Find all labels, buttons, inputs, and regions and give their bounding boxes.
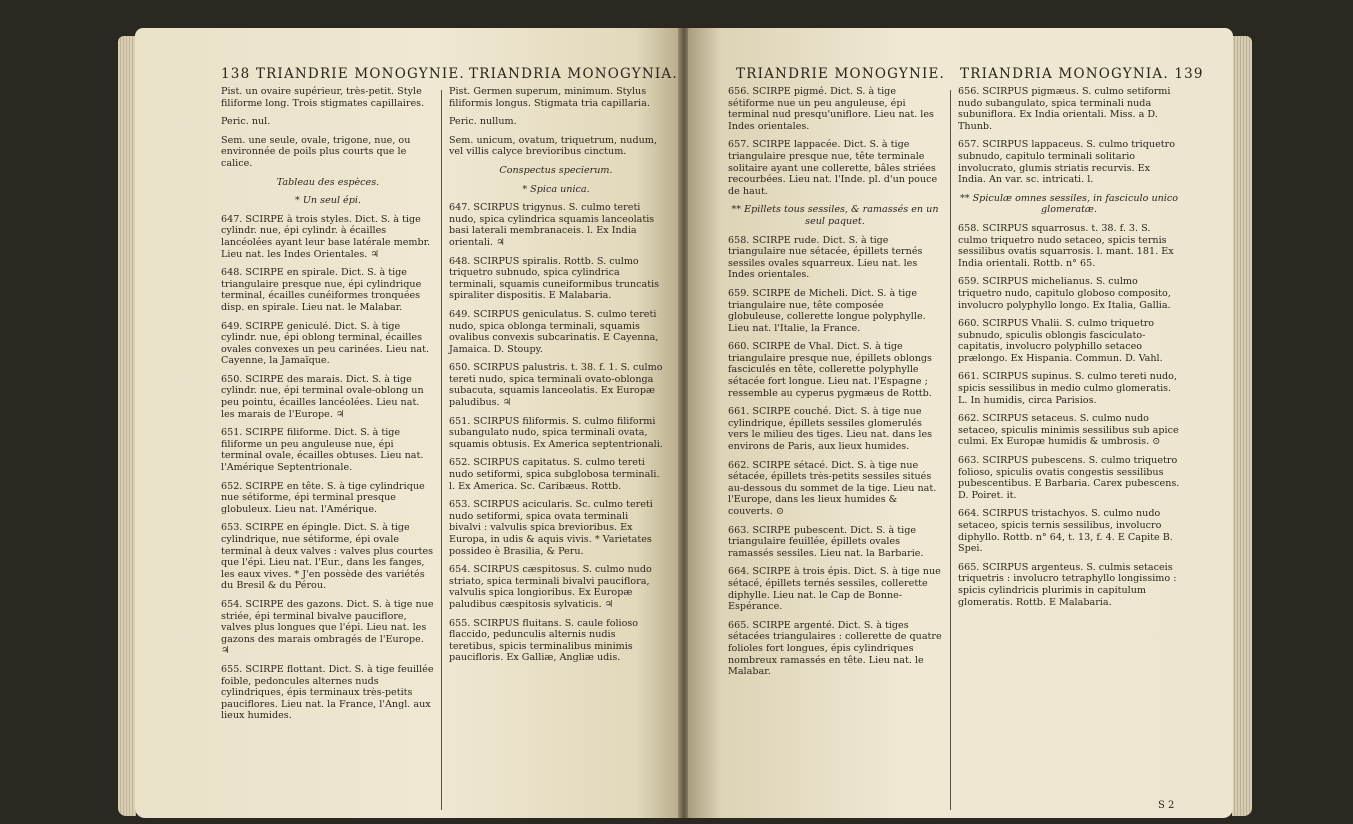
running-head-french: TRIANDRIE MONOGYNIE. xyxy=(736,66,946,82)
species-entry: 663. SCIRPUS pubescens. S. culmo triquetro folioso, spiculis ovatis congestis sessilibus pubescentibus. E Barbaria. Carex pubescens. D. Poiret. it. xyxy=(958,455,1180,501)
french-column xyxy=(728,86,942,685)
species-entry: 656. SCIRPUS pigmæus. S. culmo setiformi nudo subangulato, spica terminali nuda subuniflora. Ex India orientali. Miss. a D. Thunb. xyxy=(958,86,1171,132)
species-entry: 655. SCIRPE flottant. Dict. S. à tige feuillée foible, pedoncules alternes nuds cylindriques, épis terminaux très-petits pauciflores. Lieu nat. la France, l'Angl. aux lieux humides. xyxy=(221,663,434,722)
species-entry: 651. SCIRPE filiforme. Dict. S. à tige filiforme un peu anguleuse nue, épi terminal ovale, écailles obtuses. Lieu nat. l'Amérique Septentrionale. xyxy=(221,427,424,474)
species-entry: 649. SCIRPUS geniculatus. S. culmo tereti nudo, spica oblonga terminali, squamis ovalibus convexis subcarinatis. E Cayenna, Jamaica. D. Stoupy. xyxy=(449,308,659,355)
species-entry: 647. SCIRPE à trois styles. Dict. S. à tige cylindr. nue, épi cylindr. à écailles lancéolées ayant leur base latérale membr. Lieu nat. les Indes Orientales. ♃ xyxy=(221,213,431,260)
species-entry: 660. SCIRPE de Vhal. Dict. S. à tige triangulaire presque nue, épillets oblongs fasciculés en tête, collerette polyphylle sétacée fort longue. Lieu nat. l'Espagne ; ressemble au cyperus pygmæus de Rottb. xyxy=(728,341,932,399)
section-heading: Tableau des espèces. xyxy=(276,176,380,188)
running-head-latin: TRIANDRIA MONOGYNIA. 139 xyxy=(960,66,1204,82)
species-entry: 658. SCIRPUS squarrosus. t. 38. f. 3. S. culmo triquetro nudo setaceo, spicis ternis sessilibus ovatis squarrosis. l. mant. 181. Ex India orientali. Rottb. n° 65. xyxy=(958,222,1174,269)
species-entry: 653. SCIRPUS acicularis. Sc. culmo tereti nudo setiformi, spica ovata terminali bivalvi : valvulis spica brevioribus. Ex Europa, in udis & aquis vivis. * Varietates possideo è Brasilia, & Peru. xyxy=(449,499,653,557)
species-entry: 648. SCIRPE en spirale. Dict. S. à tige triangulaire presque nue, épi cylindrique terminal, écailles cunéiformes tronquées disp. en spirale. Lieu nat. le Malabar. xyxy=(221,267,422,313)
species-entry: 657. SCIRPUS lappaceus. S. culmo triquetro subnudo, capitulo terminali solitario involucrato, glumis striatis recurvis. Ex India. An var. sc. intricati. l. xyxy=(958,139,1175,186)
subsection-heading: * Spica unica. xyxy=(522,183,590,195)
species-entry: 652. SCIRPE en tête. S. à tige cylindrique nue sétiforme, épi terminal presque globuleux. Lieu nat. l'Amérique. xyxy=(221,480,425,515)
species-entry: 649. SCIRPE geniculé. Dict. S. à tige cylindr. nue, épi oblong terminal, écailles ovales convexes un peu carinées. Lieu nat. Cayenne, la Jamaïque. xyxy=(221,320,430,367)
species-entry: 657. SCIRPE lappacée. Dict. S. à tige triangulaire presque nue, tête terminale solitaire ayant une collerette, bâles striées recourbées. Lieu nat. l'Inde. pl. d'un pouce de haut. xyxy=(728,139,938,197)
latin-column xyxy=(449,86,663,671)
species-entry: 659. SCIRPUS michelianus. S. culmo triquetro nudo, capitulo globoso composito, involucro polyphyllo longo. Ex Italia, Gallia. xyxy=(958,276,1171,311)
paragraph: Peric. nul. xyxy=(221,116,271,128)
paragraph: Sem. une seule, ovale, trigone, nue, ou environnée de poils plus courts que le calice. xyxy=(221,134,411,169)
subsection-heading: ** Epillets tous sessiles, & ramassés en un seul paquet. xyxy=(731,204,939,227)
species-entry: 655. SCIRPUS fluitans. S. caule folioso flaccido, pedunculis alternis nudis teretibus, spicis terminalibus minimis paucifloris. Ex Galliæ, Angliæ udis. xyxy=(449,617,639,664)
species-entry: 650. SCIRPE des marais. Dict. S. à tige cylindr. nue, épi terminal ovale-oblong un peu pointu, écailles lancéolées. Lieu nat. les marais de l'Europe. ♃ xyxy=(221,373,424,420)
paragraph: Pist. Germen superum, minimum. Stylus filiformis longus. Stigmata tria capillaria. xyxy=(449,86,650,109)
paragraph: Pist. un ovaire supérieur, très-petit. Style filiforme long. Trois stigmates capillaires. xyxy=(221,86,425,109)
paragraph: Sem. unicum, ovatum, triquetrum, nudum, vel villis calyce brevioribus cinctum. xyxy=(449,134,657,158)
species-entry: 659. SCIRPE de Micheli. Dict. S. à tige triangulaire nue, tête composée globuleuse, collerette longue polyphylle. Lieu nat. l'Italie, la France. xyxy=(728,287,926,334)
species-entry: 651. SCIRPUS filiformis. S. culmo filiformi subangulato nudo, spica terminali ovata, squamis obtusis. Ex America septentrionali. xyxy=(449,415,663,450)
subsection-heading: * Un seul épi. xyxy=(295,195,361,207)
signature-mark: S 2 xyxy=(1158,800,1175,811)
section-heading: Conspectus specierum. xyxy=(499,164,613,176)
species-entry: 665. SCIRPE argenté. Dict. S. à tiges sétacées triangulaires : collerette de quatre folioles fort longues, épis cylindriques nombreux ramassés en tête. Lieu nat. le Malabar. xyxy=(728,619,942,678)
left-page-edges xyxy=(118,36,136,816)
species-entry: 660. SCIRPUS Vhalii. S. culmo triquetro subnudo, spiculis oblongis fasciculato-capitatis, involucro polyphillo setaceo prælongo. Ex Hispania. Commun. D. Vahl. xyxy=(958,318,1163,364)
french-column xyxy=(221,86,435,729)
column-rule xyxy=(441,90,442,810)
species-entry: 665. SCIRPUS argenteus. S. culmis setaceis triquetris : involucro tetraphyllo longissimo : spicis cylindricis plurimis in capitulum glomeratis. Rottb. E Malabaria. xyxy=(958,561,1177,608)
subsection-heading: ** Spiculæ omnes sessiles, in fasciculo unico glomeratæ. xyxy=(959,192,1179,216)
species-entry: 654. SCIRPUS cæspitosus. S. culmo nudo striato, spica terminali bivalvi pauciflora, valvulis spica longioribus. Ex Europæ paludibus cæspitosis sylvaticis. ♃ xyxy=(449,564,652,610)
column-rule xyxy=(950,90,951,810)
right-page xyxy=(688,28,1233,818)
paragraph: Peric. nullum. xyxy=(449,116,517,128)
species-entry: 662. SCIRPUS setaceus. S. culmo nudo setaceo, spiculis minimis sessilibus sub apice culmi. Ex Europæ humidis & umbrosis. ⊙ xyxy=(958,413,1179,448)
running-head-french: 138 TRIANDRIE MONOGYNIE. xyxy=(221,66,465,82)
species-entry: 652. SCIRPUS capitatus. S. culmo tereti nudo setiformi, spica subglobosa terminali. l. Ex America. Sc. Caribæus. Rottb. xyxy=(449,457,660,492)
species-entry: 648. SCIRPUS spiralis. Rottb. S. culmo triquetro subnudo, spica cylindrica terminali, squamis cuneiformibus truncatis spiraliter dispositis. E Malabaria. xyxy=(449,255,660,302)
right-page-edges xyxy=(1232,36,1252,816)
species-entry: 658. SCIRPE rude. Dict. S. à tige triangulaire nue sétacée, épillets ternés sessiles ovales squarreux. Lieu nat. les Indes orientales. xyxy=(728,234,923,281)
species-entry: 650. SCIRPUS palustris. t. 38. f. 1. S. culmo tereti nudo, spica terminali ovato-oblonga subacuta, squamis lanceolatis. Ex Europæ paludibus. ♃ xyxy=(449,362,663,409)
left-page xyxy=(135,28,680,818)
species-entry: 656. SCIRPE pigmé. Dict. S. à tige sétiforme nue un peu anguleuse, épi terminal nud presqu'uniflore. Lieu nat. les Indes orientales. xyxy=(728,86,934,132)
species-entry: 654. SCIRPE des gazons. Dict. S. à tige nue striée, épi terminal bivalve pauciflore, valves plus longues que l'épi. Lieu nat. les gazons des marais ombragés de l'Europe. ♃ xyxy=(221,598,434,657)
running-head-latin: TRIANDRIA MONOGYNIA. xyxy=(469,66,678,82)
species-entry: 664. SCIRPE à trois épis. Dict. S. à tige nue sétacé, épillets ternés sessiles, collerette diphylle. Lieu nat. le Cap de Bonne-Espérance. xyxy=(728,566,941,613)
species-entry: 661. SCIRPE couché. Dict. S. à tige nue cylindrique, épillets sessiles glomerulés vers le milieu des tiges. Lieu nat. dans les environs de Paris, aux lieux humides. xyxy=(728,406,933,453)
species-entry: 664. SCIRPUS tristachyos. S. culmo nudo setaceo, spicis ternis sessilibus, involucro diphyllo. Rottb. n° 64, t. 13, f. 4. E Capite B. Spei. xyxy=(958,508,1173,555)
species-entry: 661. SCIRPUS supinus. S. culmo tereti nudo, spicis sessilibus in medio culmo glomeratis. L. In humidis, circa Parisios. xyxy=(958,371,1177,406)
species-entry: 663. SCIRPE pubescent. Dict. S. à tige triangulaire feuillée, épillets ovales ramassés sessiles. Lieu nat. la Barbarie. xyxy=(728,524,924,559)
species-entry: 647. SCIRPUS trigynus. S. culmo tereti nudo, spica cylindrica squamis lanceolatis basi laterali membranaceis. l. Ex India orientali. ♃ xyxy=(449,202,655,248)
latin-column xyxy=(958,86,1180,615)
species-entry: 653. SCIRPE en épingle. Dict. S. à tige cylindrique, nue sétiforme, épi ovale terminal à deux valves : valves plus courtes que l'épi. Lieu nat. l'Eur., dans les fanges, les eaux vives. * J'en possède des variétés du Bresil & du Pérou. xyxy=(221,522,434,592)
species-entry: 662. SCIRPE sétacé. Dict. S. à tige nue sétacée, épillets très-petits sessiles situés au-dessous du sommet de la tige. Lieu nat. l'Europe, dans les lieux humides & couverts. ⊙ xyxy=(728,459,937,517)
